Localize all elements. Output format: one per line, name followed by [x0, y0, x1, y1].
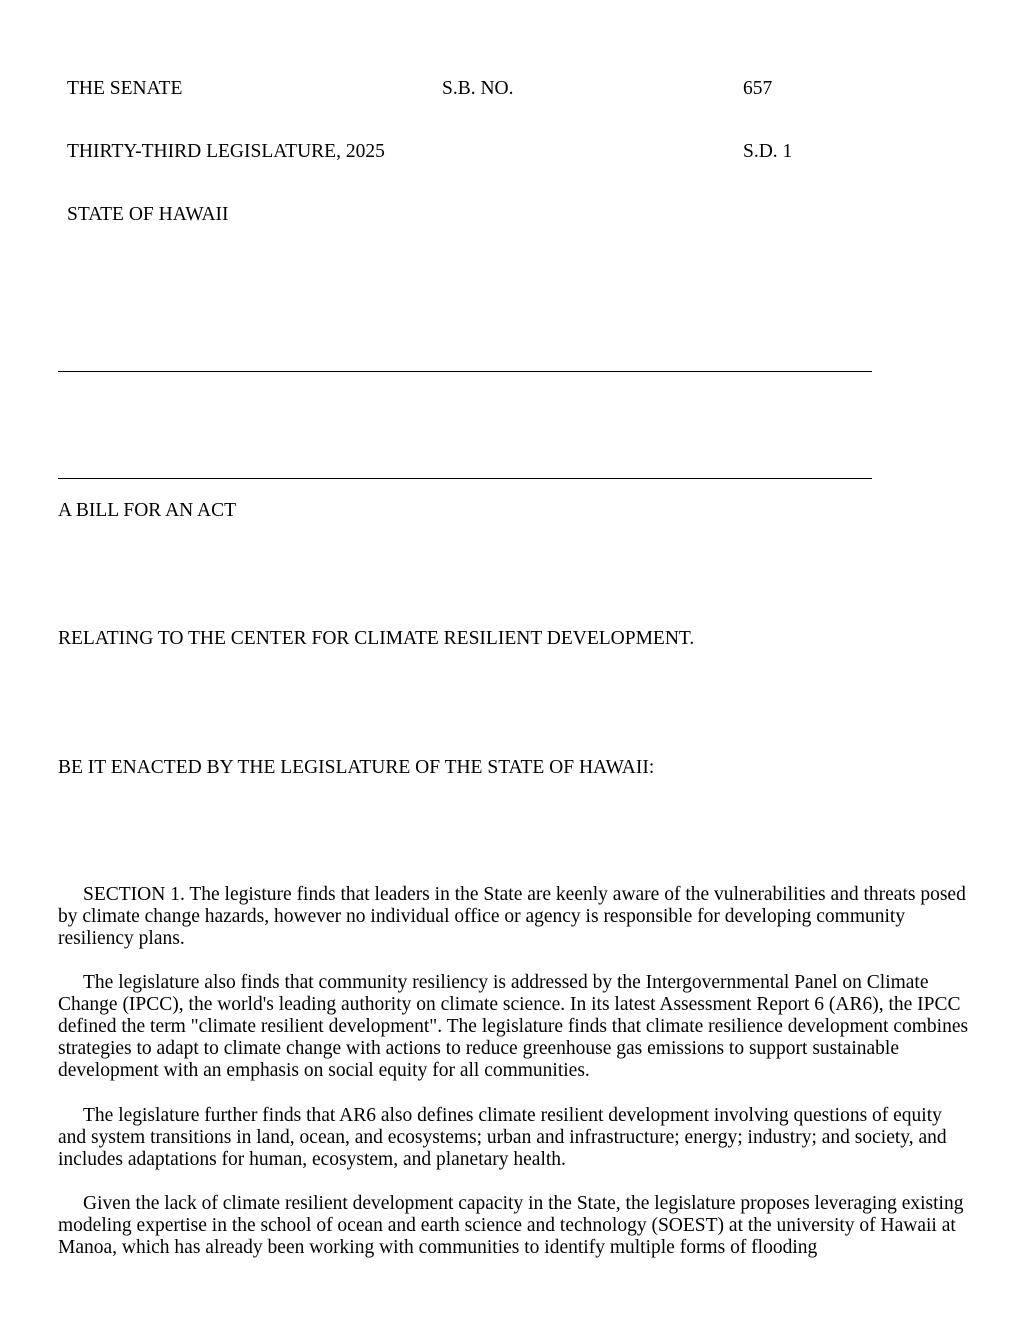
bill-title: RELATING TO THE CENTER FOR CLIMATE RESILIENT DEVELOPMENT. — [58, 628, 695, 649]
body-paragraph: Given the lack of climate resilient development capacity in the State, the legislature proposes leveraging existing modeling expertise in the school of ocean and earth science and technology (SOEST) at the university of Hawaii at Manoa, which has already been working with communities to identify multiple forms of flooding — [58, 1193, 964, 1258]
top-divider — [58, 371, 872, 372]
section-1-paragraph: SECTION 1. The legisture finds that leaders in the State are keenly aware of the vulnerabilities and threats posed by climate change hazards, however no individual office or agency is responsible for developing community resiliency plans. — [58, 884, 966, 949]
chamber-label: THE SENATE — [67, 78, 183, 99]
bill-type: A BILL FOR AN ACT — [58, 500, 237, 521]
bottom-divider — [58, 478, 872, 479]
enacting-clause: BE IT ENACTED BY THE LEGISLATURE OF THE STATE OF HAWAII: — [58, 757, 655, 778]
bill-number: 657 — [743, 78, 773, 99]
body-paragraph: The legislature also finds that community resiliency is addressed by the Intergovernmental Panel on Climate Change (IPCC), the world's leading authority on climate science. In its latest Assessment Report 6 (AR6), the IPCC defined the term "climate resilient development". The legislature finds that climate resilience development combines strategies to adapt to climate change with actions to reduce greenhouse gas emissions to support sustainable development with an emphasis on social equity for all communities. — [58, 972, 969, 1081]
legislature-label: THIRTY-THIRD LEGISLATURE, 2025 — [67, 141, 385, 162]
senate-draft-label: S.D. 1 — [743, 141, 793, 162]
state-label: STATE OF HAWAII — [67, 204, 229, 225]
body-paragraph: The legislature further finds that AR6 also defines climate resilient development involving questions of equity and system transitions in land, ocean, and ecosystems; urban and infrastructure; energy; industry; and society, and includes adaptations for human, ecosystem, and planetary health. — [58, 1105, 947, 1170]
bill-number-label: S.B. NO. — [442, 78, 514, 99]
